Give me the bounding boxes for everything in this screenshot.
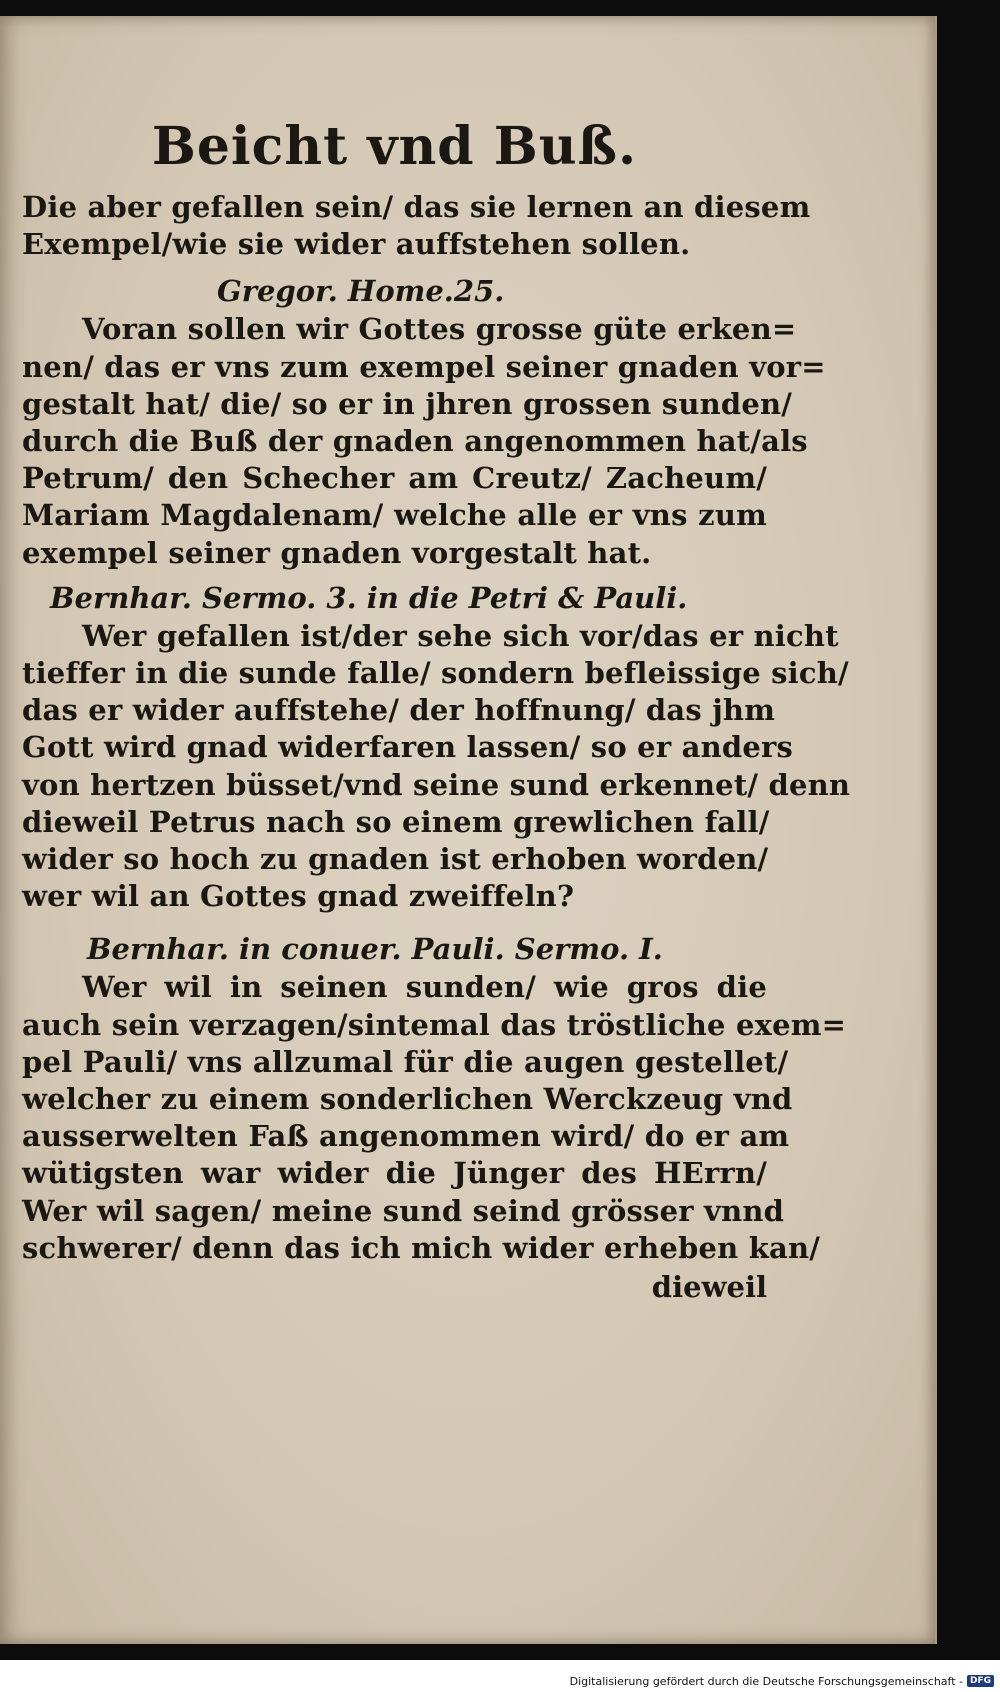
digitization-footer [570,1673,994,1689]
text-line: Exempel/wie sie wider auffstehen sollen. [22,227,691,262]
citation-gregor: Gregor. Home.25. [217,274,505,309]
text-line: wider so hoch zu gnaden ist erhoben worden/ [22,842,769,877]
text-line: wütigsten war wider die Jünger des HErrn/ [22,1156,767,1191]
dfg-logo-icon: DFG [967,1675,994,1687]
text-line: ausserwelten Faß angenommen wird/ do er am [22,1119,790,1154]
page-text [22,116,851,1306]
text-line: Wer wil in seinen sunden/ wie gros die [82,970,767,1005]
text-line: Mariam Magdalenam/ welche alle er vns zum [22,498,767,533]
text-line: von hertzen büsset/vnd seine sund erkennet/ denn [22,767,851,802]
text-line: auch sein verzagen/sintemal das tröstliche exem= [22,1007,847,1042]
text-line: pel Pauli/ vns allzumal für die augen gestellet/ [22,1044,789,1079]
text-line: nen/ das er vns zum exempel seiner gnaden vor= [22,349,826,384]
text-line: wer wil an Gottes gnad zweiffeln? [22,879,575,914]
text-line: Petrum/ den Schecher am Creutz/ Zacheum/ [22,461,767,496]
text-line: Wer wil sagen/ meine sund seind grösser vnnd [22,1193,785,1228]
text-line: Voran sollen wir Gottes grosse güte erken= [82,312,797,347]
text-line: Die aber gefallen sein/ das sie lernen an diesem [22,190,811,224]
text-line: das er wider auffstehe/ der hoffnung/ das jhm [22,693,776,728]
text-line: exempel seiner gnaden vorgestalt hat. [22,535,652,570]
text-line: tieffer in die sunde falle/ sondern befleissige sich/ [22,656,849,691]
page-heading: Beicht vnd Buß. [151,116,638,177]
book-page [0,16,937,1644]
text-line: durch die Buß der gnaden angenommen hat/als [22,424,808,459]
text-line: welcher zu einem sonderlichen Werckzeug vnd [22,1082,793,1117]
text-line: schwerer/ denn das ich mich wider erheben kan/ [22,1230,821,1265]
citation-bernhard-pauli: Bernhar. in conuer. Pauli. Sermo. I. [87,932,663,967]
text-line: dieweil Petrus nach so einem grewlichen fall/ [22,804,770,839]
catchword: dieweil [651,1270,767,1305]
text-line: Gott wird gnad widerfaren lassen/ so er anders [22,730,794,765]
citation-bernhard-petri: Bernhar. Sermo. 3. in die Petri & Pauli. [50,580,688,615]
text-line: Wer gefallen ist/der sehe sich vor/das er nicht [82,618,839,653]
footer-text: Digitalisierung gefördert durch die Deutsche Forschungsgemeinschaft - [569,1674,963,1688]
text-line: gestalt hat/ die/ so er in jhren grossen sunden/ [22,386,793,421]
